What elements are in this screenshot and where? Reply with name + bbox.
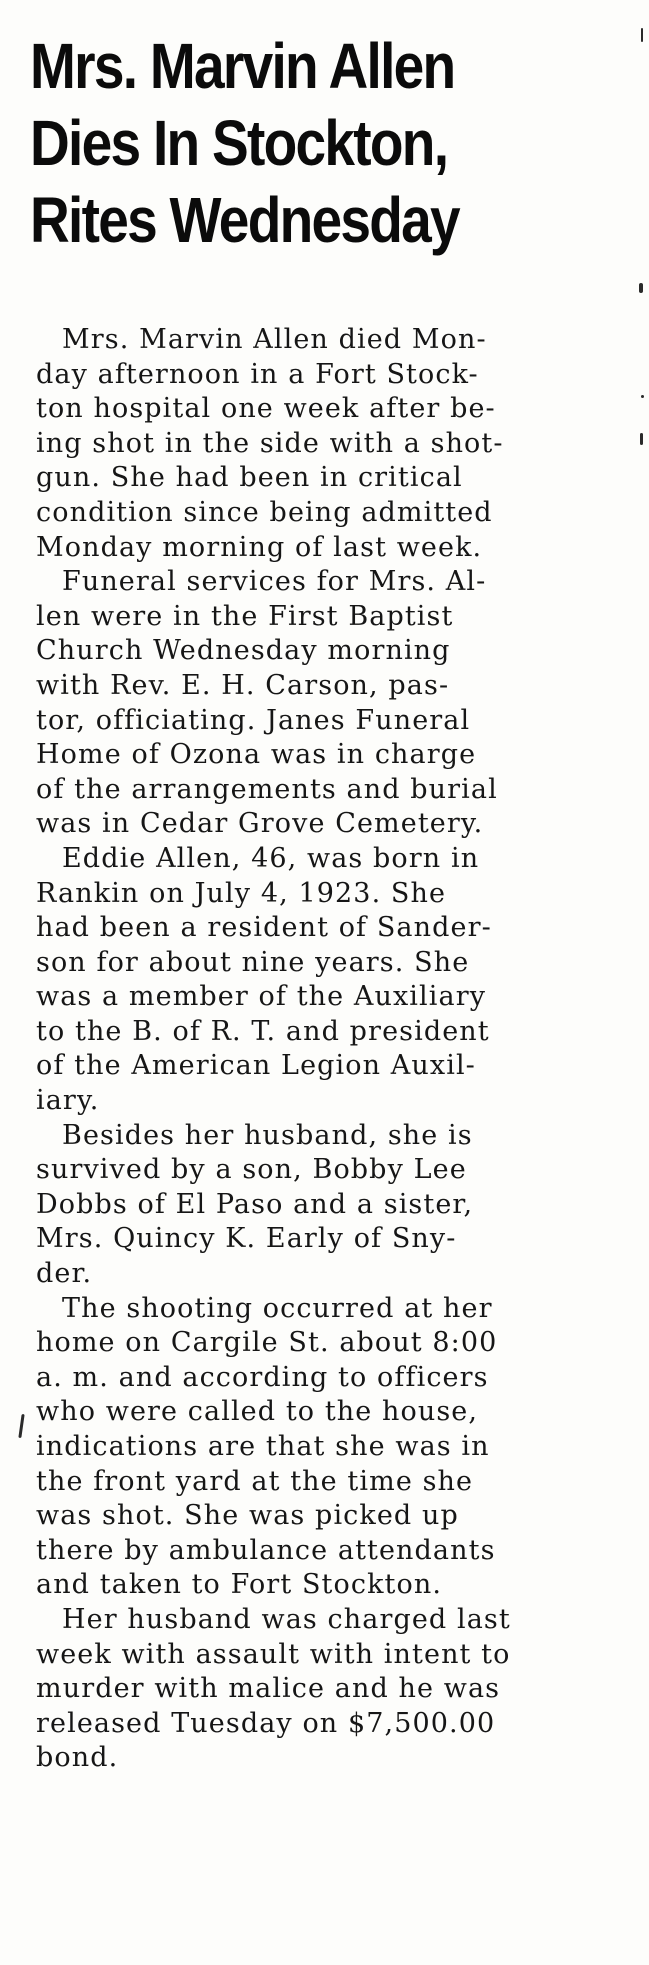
text-line: the front yard at the time she xyxy=(36,1465,474,1497)
text-line: Her husband was charged last xyxy=(62,1603,511,1635)
text-line: gun. She had been in critical xyxy=(36,462,463,494)
margin-mark xyxy=(639,283,643,293)
text-line: len were in the First Baptist xyxy=(36,600,454,632)
text-line: of the arrangements and burial xyxy=(36,773,498,805)
text-line: Home of Ozona was in charge xyxy=(36,739,477,771)
article-body xyxy=(36,323,616,1776)
text-line: of the American Legion Auxil- xyxy=(36,1050,476,1082)
text-line: week with assault with intent to xyxy=(36,1638,511,1670)
margin-mark xyxy=(641,28,643,42)
text-line: Mrs. Marvin Allen died Mon- xyxy=(62,324,487,355)
text-line: who were called to the house, xyxy=(36,1396,479,1428)
paragraph-charges xyxy=(36,1603,616,1776)
headline xyxy=(30,28,512,259)
text-line: ton hospital one week after be- xyxy=(36,393,496,425)
text-line: Besides her husband, she is xyxy=(62,1119,473,1151)
paragraph-survivors xyxy=(36,1119,616,1292)
text-line: had been a resident of Sander- xyxy=(36,912,492,944)
text-line: was a member of the Auxiliary xyxy=(36,981,487,1013)
text-line: murder with malice and he was xyxy=(36,1673,501,1705)
paragraph-funeral-services xyxy=(36,565,616,842)
text-line: there by ambulance attendants xyxy=(36,1534,496,1566)
text-line: Dobbs of El Paso and a sister, xyxy=(36,1188,474,1220)
text-line: was in Cedar Grove Cemetery. xyxy=(36,808,484,840)
text-line: Church Wednesday morning xyxy=(36,635,451,667)
text-line: Eddie Allen, 46, was born in xyxy=(62,842,480,874)
text-line: The shooting occurred at her xyxy=(62,1292,493,1324)
text-line: condition since being admitted xyxy=(36,496,493,528)
margin-mark xyxy=(640,433,643,445)
headline-line: Dies In Stockton, xyxy=(30,107,448,179)
text-line: son for about nine years. She xyxy=(36,946,470,978)
margin-mark xyxy=(18,1414,24,1438)
text-line: Rankin on July 4, 1923. She xyxy=(36,877,447,909)
text-line: Mrs. Quincy K. Early of Sny- xyxy=(36,1223,457,1255)
headline-line: Rites Wednesday xyxy=(30,184,459,256)
text-line: der. xyxy=(36,1258,93,1290)
text-line: released Tuesday on $7,500.00 xyxy=(36,1707,496,1739)
text-line: indications are that she was in xyxy=(36,1431,490,1462)
paragraph-shooting xyxy=(36,1292,616,1603)
text-line: was shot. She was picked up xyxy=(36,1500,459,1532)
text-line: Funeral services for Mrs. Al- xyxy=(62,566,487,598)
text-line: bond. xyxy=(36,1742,119,1774)
text-line: day afternoon in a Fort Stock- xyxy=(36,358,479,390)
paragraph-death-notice xyxy=(36,323,616,565)
text-line: Monday morning of last week. xyxy=(36,531,483,563)
text-line: home on Cargile St. about 8:00 xyxy=(36,1327,498,1359)
text-line: with Rev. E. H. Carson, pas- xyxy=(36,669,450,701)
text-line: tor, officiating. Janes Funeral xyxy=(36,704,471,736)
text-line: to the B. of R. T. and president xyxy=(36,1015,490,1047)
text-line: survived by a son, Bobby Lee xyxy=(36,1154,467,1186)
text-line: and taken to Fort Stockton. xyxy=(36,1569,443,1601)
text-line: a. m. and according to officers xyxy=(36,1361,489,1393)
margin-mark xyxy=(641,395,644,398)
text-line: ing shot in the side with a shot- xyxy=(36,427,504,459)
paragraph-biography xyxy=(36,842,616,1119)
text-line: iary. xyxy=(36,1085,100,1117)
headline-line: Mrs. Marvin Allen xyxy=(30,30,455,102)
